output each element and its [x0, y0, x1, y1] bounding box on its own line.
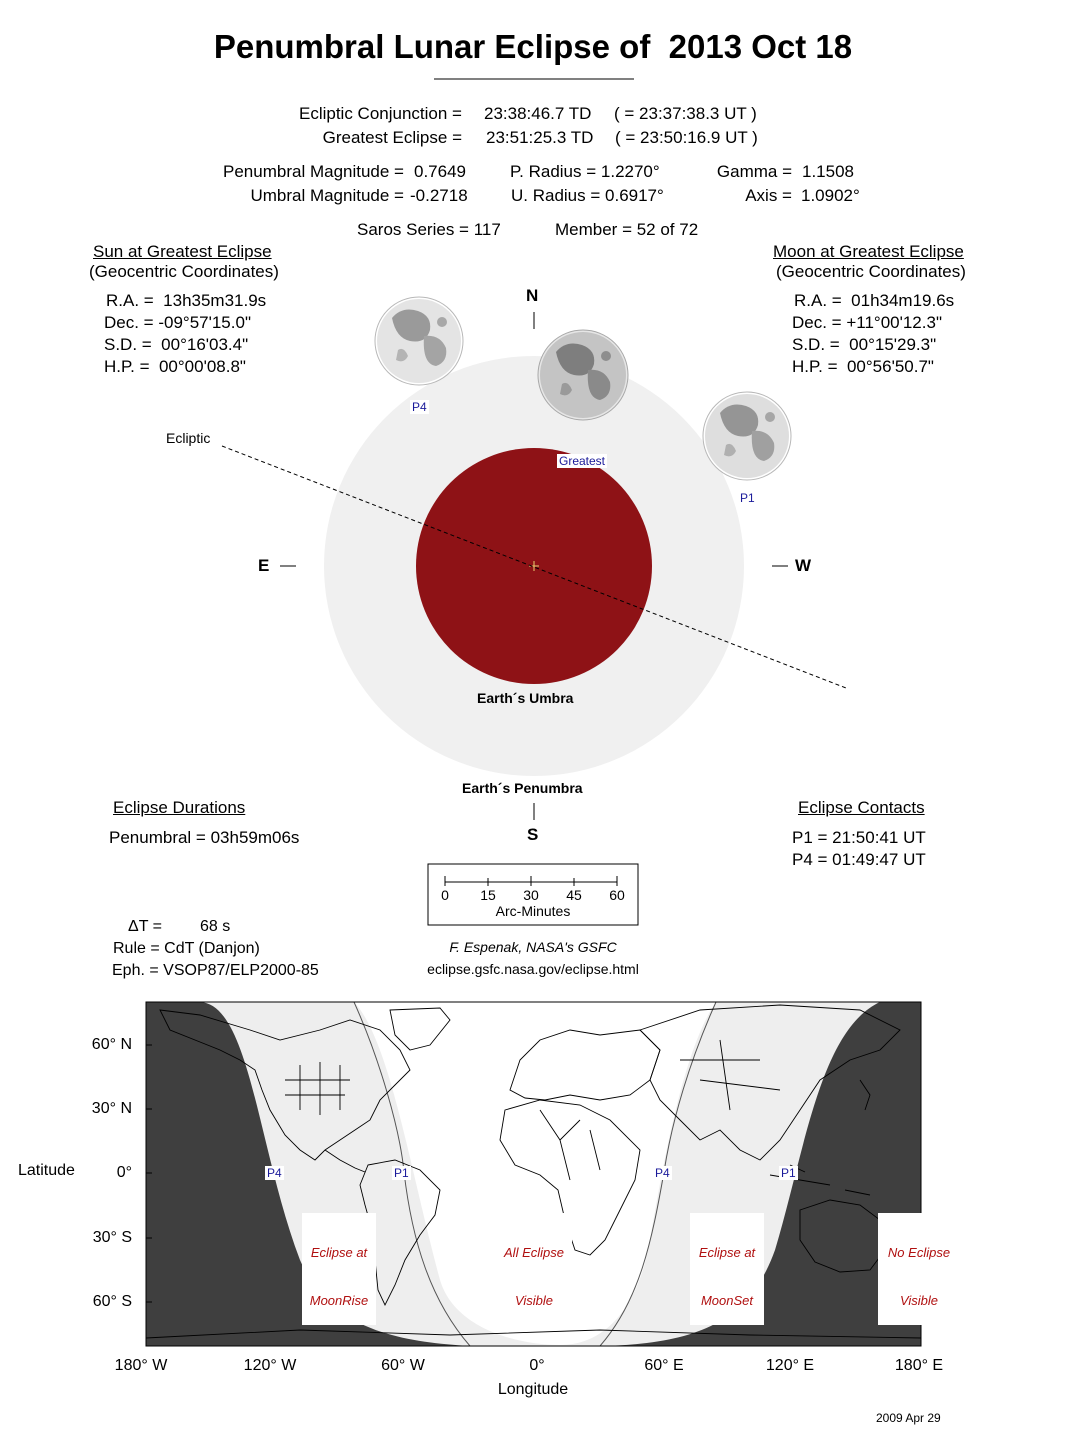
lat-tick-label: 30° N: [91, 1100, 132, 1117]
lon-tick-label: 120° W: [243, 1357, 297, 1374]
region-all-line2: Visible: [514, 1293, 554, 1308]
saros-member: Member = 52 of 72: [555, 220, 699, 239]
lon-tick-label: 180° W: [114, 1357, 168, 1374]
south-label: S: [527, 825, 539, 844]
moon-p4: [375, 297, 463, 385]
region-moonrise-line1: Eclipse at: [310, 1245, 368, 1260]
credit-author: F. Espenak, NASA's GSFC: [449, 939, 617, 955]
lon-tick-label: 120° E: [765, 1357, 815, 1374]
gamma-value: 1.1508: [802, 162, 854, 181]
contact-p1: P1 = 21:50:41 UT: [792, 828, 926, 847]
scale-tick-label: 60: [609, 887, 625, 903]
map-p1-right: P1: [781, 1166, 796, 1180]
greatest-moon-label: Greatest: [559, 454, 606, 468]
map-p1-left: P1: [394, 1166, 409, 1180]
moon-greatest: [538, 330, 628, 420]
region-none-line1: No Eclipse: [887, 1245, 951, 1260]
scale-unit-label: Arc-Minutes: [495, 903, 571, 919]
gamma-label: Gamma =: [716, 162, 792, 181]
moon-ra: R.A. = 01h34m19.6s: [794, 291, 955, 310]
region-moonset-label: [690, 1213, 764, 1325]
region-moonrise-line2: MoonRise: [309, 1293, 369, 1308]
p4-moon-label: P4: [412, 400, 427, 414]
penumbral-magnitude-label: Penumbral Magnitude =: [223, 162, 404, 181]
umbra-label: Earth´s Umbra: [477, 690, 574, 706]
moon-p1: [703, 392, 791, 480]
region-all-visible-label: [496, 1213, 572, 1325]
scale-tick-label: 0: [441, 887, 449, 903]
greatest-ut: ( = 23:50:16.9 UT ): [615, 128, 758, 147]
saros-series: Saros Series = 117: [357, 220, 501, 239]
sun-ra: R.A. = 13h35m31.9s: [106, 291, 267, 310]
page-title: Penumbral Lunar Eclipse of 2013 Oct 18: [213, 28, 853, 65]
region-none-line2: Visible: [899, 1293, 939, 1308]
contact-p4: P4 = 01:49:47 UT: [792, 850, 926, 869]
region-none-label: [878, 1213, 960, 1325]
ephemeris: Eph. = VSOP87/ELP2000-85: [112, 962, 319, 979]
region-moonset-line2: MoonSet: [700, 1293, 754, 1308]
axis-label: Axis =: [745, 186, 792, 205]
moon-sd: S.D. = 00°15'29.3": [792, 335, 937, 354]
east-label: E: [258, 556, 270, 575]
north-label: N: [526, 286, 539, 305]
scale-tick-label: 30: [523, 887, 539, 903]
penumbra-label: Earth´s Penumbra: [462, 780, 583, 796]
west-label: W: [795, 556, 812, 575]
moon-dec: Dec. = +11°00'12.3": [792, 313, 942, 332]
umbral-magnitude-label: Umbral Magnitude =: [250, 186, 404, 205]
delta-t-value: 68 s: [200, 918, 231, 935]
map-y-axis-label: Latitude: [18, 1162, 75, 1179]
lon-tick-label: 0°: [529, 1357, 545, 1374]
map-p4-left: P4: [267, 1166, 282, 1180]
lat-tick-label: 60° S: [92, 1293, 132, 1310]
penumbral-duration: Penumbral = 03h59m06s: [109, 828, 300, 847]
penumbra-radius: P. Radius = 1.2270°: [510, 162, 660, 181]
lat-tick-label: 60° N: [91, 1036, 132, 1053]
map-x-axis-label: Longitude: [497, 1381, 569, 1398]
sun-subheading: (Geocentric Coordinates): [89, 262, 279, 281]
conjunction-td: 23:38:46.7 TD: [484, 104, 592, 123]
delta-t-label: ΔT =: [128, 918, 162, 935]
contacts-heading: Eclipse Contacts: [798, 798, 925, 817]
region-moonset-line1: Eclipse at: [698, 1245, 756, 1260]
credit-url: eclipse.gsfc.nasa.gov/eclipse.html: [427, 961, 639, 977]
p1-moon-label: P1: [740, 491, 755, 505]
danjon-rule: Rule = CdT (Danjon): [113, 940, 260, 957]
date-stamp: 2009 Apr 29: [876, 1411, 941, 1425]
durations-heading: Eclipse Durations: [113, 798, 246, 817]
map-p4-right: P4: [655, 1166, 670, 1180]
sun-hp: H.P. = 00°00'08.8": [104, 357, 246, 376]
greatest-td: 23:51:25.3 TD: [486, 128, 594, 147]
sun-heading: Sun at Greatest Eclipse: [93, 242, 272, 261]
scale-tick-label: 45: [566, 887, 582, 903]
sun-dec: Dec. = -09°57'15.0": [104, 313, 251, 332]
ecliptic-label: Ecliptic: [166, 430, 211, 446]
moon-subheading: (Geocentric Coordinates): [776, 262, 966, 281]
scale-tick-label: 15: [480, 887, 496, 903]
moon-heading: Moon at Greatest Eclipse: [773, 242, 964, 261]
greatest-label: Greatest Eclipse =: [322, 128, 462, 147]
lon-tick-label: 60° E: [644, 1357, 684, 1374]
umbral-magnitude: -0.2718: [410, 186, 468, 205]
lon-tick-label: 60° W: [381, 1357, 425, 1374]
region-moonrise-label: [302, 1213, 376, 1325]
conjunction-ut: ( = 23:37:38.3 UT ): [614, 104, 757, 123]
penumbral-magnitude: 0.7649: [414, 162, 466, 181]
sun-sd: S.D. = 00°16'03.4": [104, 335, 249, 354]
umbra-radius: U. Radius = 0.6917°: [511, 186, 664, 205]
lon-tick-label: 180° E: [894, 1357, 944, 1374]
conjunction-label: Ecliptic Conjunction =: [298, 104, 462, 123]
region-all-line1: All Eclipse: [504, 1245, 564, 1260]
lat-tick-label: 30° S: [92, 1229, 132, 1246]
moon-hp: H.P. = 00°56'50.7": [792, 357, 934, 376]
axis-value: 1.0902°: [801, 186, 860, 205]
lat-tick-label: 0°: [116, 1164, 132, 1181]
